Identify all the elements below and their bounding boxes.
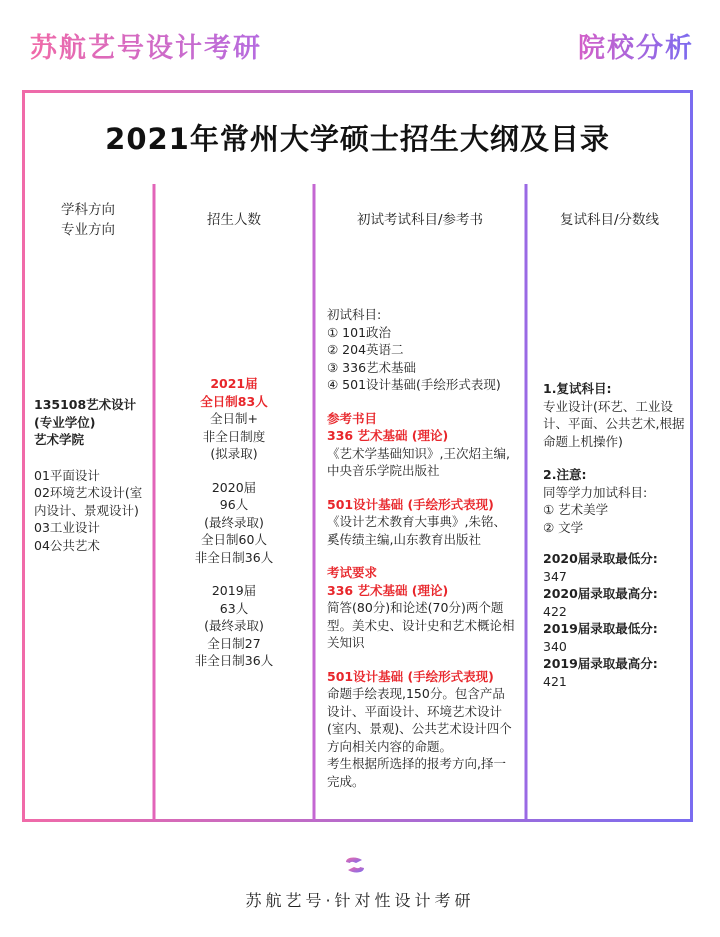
enroll-2021-line: 非全日制度 (202, 428, 266, 444)
req2-title: 501设计基础 (手绘形式表现) (327, 668, 494, 684)
enrollment-cell (154, 256, 314, 822)
score-value: 422 (543, 603, 567, 619)
exam-subjects-label: 初试科目: (327, 307, 382, 322)
header-direction-line1: 学科方向 (61, 202, 115, 218)
enroll-2020-line: 非全日制36人 (194, 549, 274, 565)
req-label: 考试要求 (327, 565, 378, 580)
enroll-2021-line: 全日制+ (210, 411, 258, 426)
direction-item: 03工业设计 (34, 520, 100, 535)
exam-subject: ① 101政治 (327, 324, 392, 340)
header-enrollment: 招生人数 (207, 212, 261, 228)
header-exam: 初试考试科目/参考书 (356, 212, 484, 228)
footer-slogan: 苏航艺号·针对性设计考研 (245, 891, 475, 910)
retest-text1: 专业设计(环艺、工业设计、平面、公共艺术,根据命题上机操作) (543, 398, 685, 449)
header-direction (22, 184, 154, 256)
enroll-2021-line: (拟录取) (210, 446, 258, 461)
ref2-text: 《设计艺术教育大事典》,朱铭、奚传绩主编,山东教育出版社 (327, 514, 506, 547)
info-table (22, 90, 693, 822)
exam-subject: ② 204英语二 (327, 342, 404, 357)
score-label: 2019届录取最低分: (543, 621, 658, 636)
page-title: 2021年常州大学硕士招生大纲及目录 (105, 121, 610, 156)
brand-logo-icon (342, 854, 368, 876)
score-value: 421 (543, 673, 567, 689)
brand-title: 苏航艺号设计考研 (30, 26, 262, 65)
score-value: 340 (543, 638, 567, 654)
enroll-2019-total: 63人 (219, 600, 249, 616)
req1-text: 简答(80分)和论述(70分)两个题型。美术史、设计史和艺术概论相关知识 (327, 600, 515, 650)
enroll-2020-year: 2020届 (211, 479, 257, 495)
enroll-2019-year: 2019届 (211, 583, 257, 598)
ref1-text: 《艺术学基础知识》,王次炤主编,中央音乐学院出版社 (327, 445, 510, 478)
exam-cell (327, 256, 517, 822)
direction-item: 04公共艺术 (34, 537, 100, 553)
section-title: 院校分析 (578, 26, 694, 65)
major-cell (34, 256, 154, 822)
retest-label2: 2.注意: (543, 467, 587, 482)
score-label: 2020届录取最高分: (543, 586, 658, 601)
enroll-2020-total: 96人 (219, 497, 249, 512)
exam-subject: ③ 336艺术基础 (327, 359, 417, 375)
retest-item: ② 文学 (543, 519, 584, 535)
enroll-2019-line: 非全日制36人 (194, 653, 274, 668)
retest-label1: 1.复试科目: (543, 381, 612, 396)
exam-subject: ④ 501设计基础(手绘形式表现) (327, 377, 501, 392)
enroll-2019-line: 全日制27 (207, 635, 261, 651)
major-code-name: 135108艺术设计(专业学位) (34, 397, 137, 430)
ref1-title: 336 艺术基础 (理论) (327, 428, 449, 443)
retest-cell (543, 256, 685, 822)
score-value: 347 (543, 568, 567, 584)
enroll-2021-total: 全日制83人 (200, 393, 268, 409)
score-label: 2020届录取最低分: (543, 551, 658, 566)
req2-text2: 考生根据所选择的报考方向,择一完成。 (327, 756, 506, 789)
ref2-title: 501设计基础 (手绘形式表现) (327, 496, 494, 512)
req1-title: 336 艺术基础 (理论) (327, 582, 449, 598)
header-direction-line2: 专业方向 (61, 222, 115, 238)
enroll-2021-year: 2021届 (210, 376, 258, 391)
req2-text: 命题手绘表现,150分。包含产品设计、平面设计、环境艺术设计(室内、景观)、公共艺术设计四个方向相关内容的命题。 (327, 686, 512, 754)
retest-item: ① 艺术美学 (543, 502, 609, 517)
major-school: 艺术学院 (34, 432, 85, 447)
score-label: 2019届录取最高分: (543, 656, 658, 671)
ref-label: 参考书目 (327, 410, 378, 426)
direction-item: 02环境艺术设计(室内设计、景观设计) (34, 485, 143, 518)
retest-text2: 同等学力加试科目: (543, 484, 648, 500)
direction-item: 01平面设计 (34, 467, 100, 483)
enroll-2019-line: (最终录取) (204, 618, 264, 633)
enroll-2020-line: 全日制60人 (201, 532, 267, 547)
header-retest: 复试科目/分数线 (559, 212, 660, 228)
enroll-2020-line: (最终录取) (204, 514, 264, 530)
